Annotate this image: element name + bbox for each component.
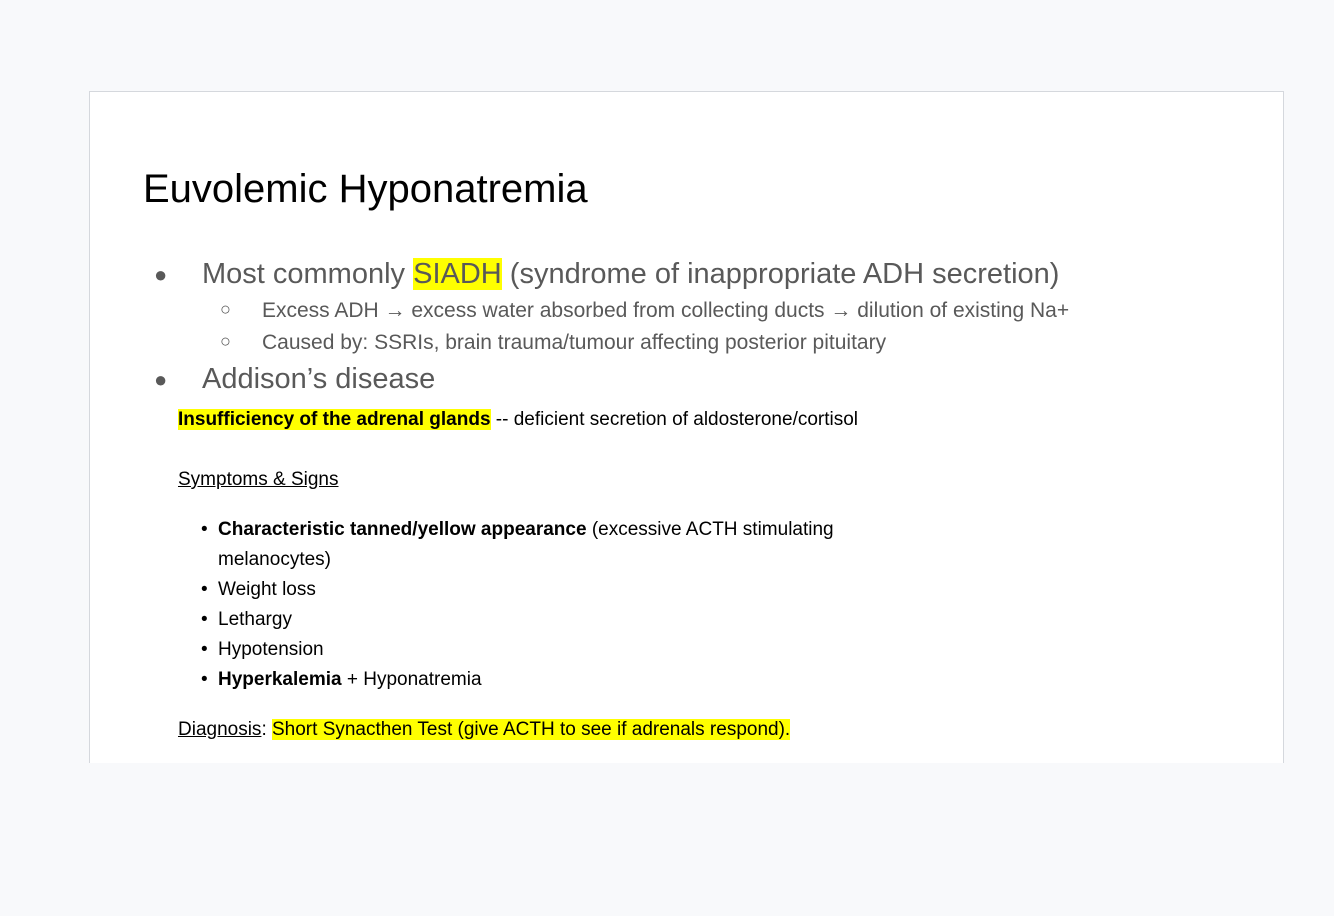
symptom-rest: (excessive ACTH stimulating	[586, 519, 834, 540]
intro-rest: -- deficient secretion of aldosterone/cortisol	[490, 409, 859, 430]
slide-title: Euvolemic Hyponatremia	[143, 167, 588, 211]
list-bullet-icon: •	[201, 519, 208, 540]
bullet-text-pre: Most commonly	[202, 258, 414, 290]
diagnosis-label: Diagnosis	[178, 719, 262, 740]
bullet-text-post: (syndrome of inappropriate ADH secretion)	[501, 258, 1060, 290]
diagnosis-line	[178, 718, 790, 742]
addison-intro	[178, 408, 858, 432]
symptom-item-appearance-cont: melanocytes)	[218, 549, 331, 570]
symptom-rest: + Hyponatremia	[341, 669, 482, 690]
list-bullet-icon: •	[201, 669, 208, 690]
siadh-highlight: SIADH	[413, 258, 502, 290]
list-bullet-icon: •	[201, 609, 208, 630]
symptom-item-hyperkalemia	[218, 668, 482, 692]
intro-bold-highlight: Insufficiency of the adrenal glands	[178, 409, 491, 430]
sub-bullet-caused-by: Caused by: SSRIs, brain trauma/tumour affecting posterior pituitary	[262, 331, 887, 354]
bullet-siadh	[202, 257, 1059, 291]
symptom-item-lethargy: Lethargy	[218, 609, 292, 630]
sub-bullet-icon: ○	[220, 299, 231, 319]
symptom-item-weight-loss: Weight loss	[218, 579, 316, 600]
bullet-icon: ●	[154, 367, 168, 392]
symptom-item-appearance	[218, 518, 834, 542]
sub-bullet-excess-adh: Excess ADH → excess water absorbed from collecting ducts → dilution of existing Na+	[262, 299, 1070, 322]
list-bullet-icon: •	[201, 579, 208, 600]
list-bullet-icon: •	[201, 639, 208, 660]
bullet-addisons: Addison’s disease	[202, 363, 436, 395]
symptom-item-hypotension: Hypotension	[218, 639, 324, 660]
diagnosis-highlight: Short Synacthen Test (give ACTH to see if adrenals respond).	[272, 719, 791, 740]
bullet-icon: ●	[154, 262, 168, 287]
symptoms-heading: Symptoms & Signs	[178, 469, 339, 490]
sub-bullet-icon: ○	[220, 331, 231, 351]
symptom-bold: Hyperkalemia	[218, 669, 342, 690]
symptom-bold: Characteristic tanned/yellow appearance	[218, 519, 587, 540]
slide-canvas	[89, 91, 1284, 763]
diagnosis-colon: :	[261, 719, 272, 740]
